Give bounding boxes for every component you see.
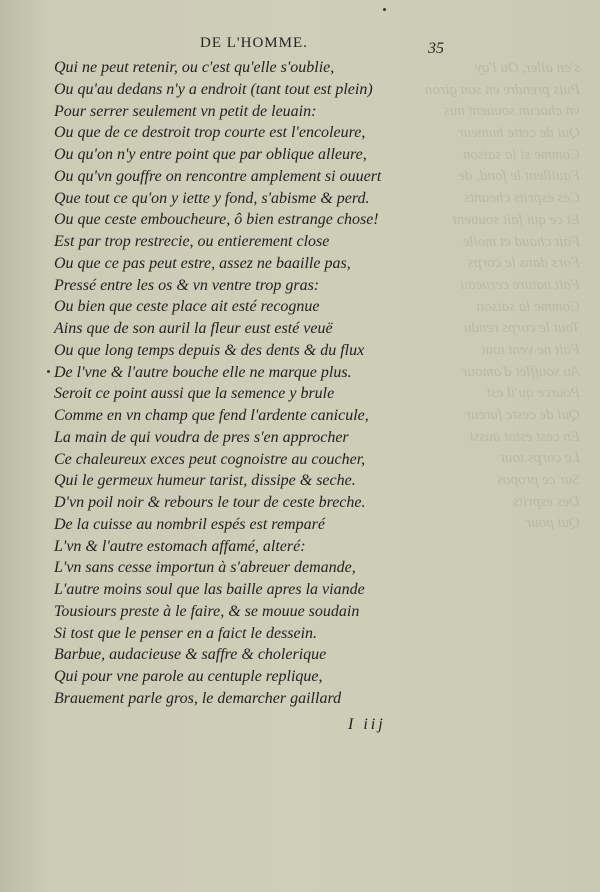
bleed-through-text: s'en aller, Ou l'ay Puis prendre en son giron vn chacun souuent mis Qui de cette humeur Comme si la saison Fauillent le fond, de Ces esprits cheants Et ce qui fait souuent Fait chaud et molle Fors dans le corps Fait nature cerueau Comme la saison Tout le corps rendu Fait ne vent tout Au soufflet d'amour Pource qu'il est Qui de ceste fureur En cest estat aussi Le corps tout Sur ce propos Des esprits Qui pour [425,60,580,532]
verse-line: Ou bien que ceste place ait esté recognue [54,298,320,316]
verse-line: L'vn sans cesse importun à s'abreuer demande, [54,559,356,577]
verse-line: Pressé entre les os & vn ventre trop gras: [54,276,320,294]
verse-line: Pour serrer seulement vn petit de leuain: [54,102,317,120]
verse-line: Brauement parle gros, le demarcher gaillard [54,689,342,707]
verse-line: Est par trop restrecie, ou entierement close [54,233,330,250]
running-head: DE L'HOMME. [200,35,308,51]
verse-line: Que tout ce qu'on y iette y fond, s'abisme & perd. [54,189,370,207]
verse-line: Barbue, audacieuse & saffre & cholerique [54,646,327,664]
verse-line: Tousiours preste à le faire, & se mouue soudain [54,602,360,620]
verse-line: Ou que long temps depuis & des dents & du flux [54,341,365,359]
verse-line: Comme en vn champ que fend l'ardente canicule, [54,407,369,424]
verse-line: Ou qu'vn gouffre on rencontre amplement si ouuert [54,167,382,185]
verse-line: Ou que ce pas peut estre, assez ne baaille pas, [54,254,351,272]
verse-line: Ou qu'on n'y entre point que par oblique alleure, [54,146,367,163]
verse-line: L'autre moins soul que las baille apres la viande [54,581,365,598]
ink-speck [383,8,386,11]
verse-line: D'vn poil noir & rebours le tour de ceste breche. [54,494,366,511]
verse-line: Si tost que le penser en a faict le dessein. [54,624,318,642]
signature-mark: I iij [348,716,386,733]
verse-line: Ains que de son auril la fleur eust esté veuë [54,320,333,337]
verse-line: De la cuisse au nombril espés est remparé [54,515,325,533]
verse-line: Ou que ceste emboucheure, ô bien estrange chose! [54,211,379,229]
verse-line: De l'vne & l'autre bouche elle ne marque plus. [54,363,352,381]
page-number: 35 [428,40,444,57]
verse-block [54,57,381,710]
verse-line: Qui pour vne parole au centuple replique, [54,668,323,685]
verse-line: Seroit ce point aussi que la semence y brule [54,385,335,403]
ink-speck [47,370,50,373]
verse-line: Ce chaleureux exces peut cognoistre au coucher, [54,450,366,468]
verse-line: La main de qui voudra de pres s'en approcher [54,428,349,446]
verse-line: Ou que de ce destroit trop courte est l'encoleure, [54,124,366,142]
verse-line: Ou qu'au dedans n'y a endroit (tant tout est plein) [54,80,373,98]
verse-line: L'vn & l'autre estomach affamé, alteré: [54,537,306,555]
verse-line: Qui ne peut retenir, ou c'est qu'elle s'oublie, [54,59,335,76]
verse-line: Qui le germeux humeur tarist, dissipe & seche. [54,472,356,490]
